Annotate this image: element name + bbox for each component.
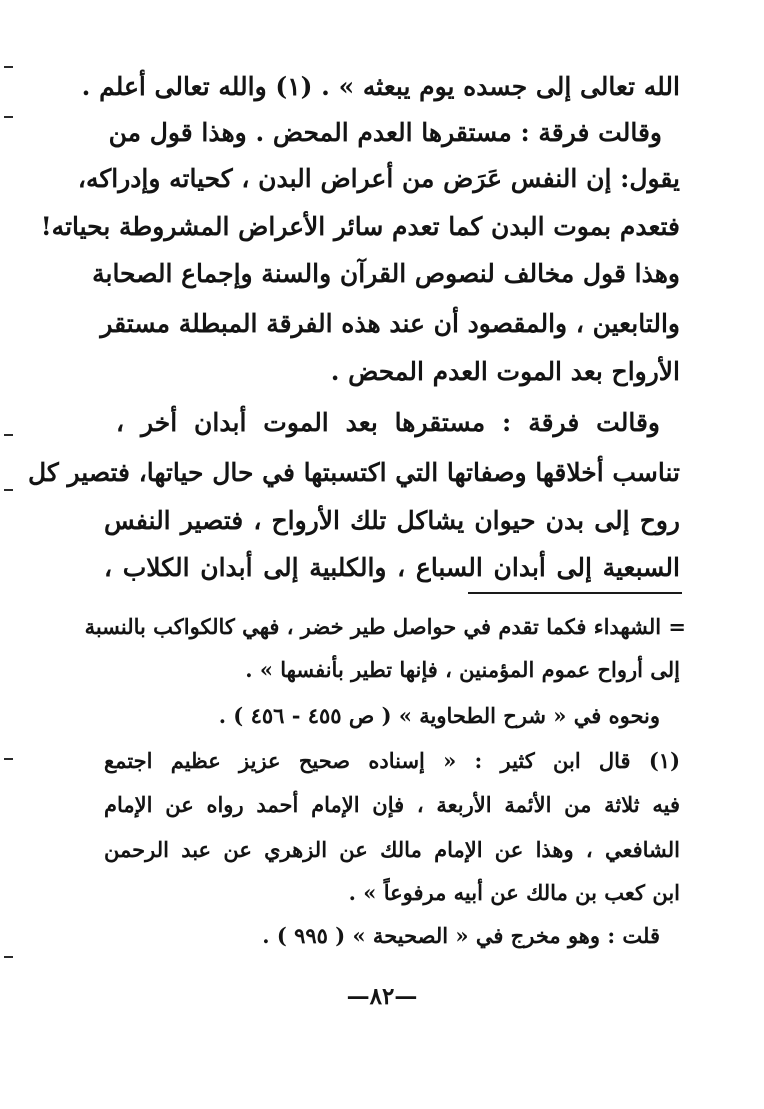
margin-tick	[4, 489, 13, 491]
main-text-line-2: وقالت فرقة : مستقرها العدم المحض . وهذا قول من	[108, 118, 662, 147]
footnote-line-1: = الشهداء فكما تقدم في حواصل طير خضر ، فهي كالكواكب بالنسبة	[84, 614, 686, 639]
main-text-line-1: الله تعالى إلى جسده يوم يبعثه » . (١) والله تعالى أعلم .	[81, 72, 680, 101]
main-text-line-5: وهذا قول مخالف لنصوص القرآن والسنة وإجماع الصحابة	[92, 259, 680, 288]
main-text-line-4: فتعدم بموت البدن كما تعدم سائر الأعراض المشروطة بحياته!	[40, 212, 680, 241]
margin-tick	[4, 434, 13, 436]
margin-tick	[4, 956, 13, 958]
footnote-line-5: فيه ثلاثة من الأئمة الأربعة ، فإن الإمام أحمد رواه عن الإمام	[104, 792, 680, 817]
margin-tick	[4, 758, 13, 760]
main-text-line-10: روح إلى بدن حيوان يشاكل تلك الأرواح ، فتصير النفس	[104, 506, 680, 535]
footnote-line-2: إلى أرواح عموم المؤمنين ، فإنها تطير بأنفسها » .	[245, 657, 680, 682]
main-text-line-9: تناسب أخلاقها وصفاتها التي اكتسبتها في حال حياتها، فتصير كل	[27, 458, 680, 487]
footnote-line-8: قلت : وهو مخرج في « الصحيحة » ( ٩٩٥ ) .	[262, 923, 660, 948]
margin-tick	[4, 66, 13, 68]
page-number: —٨٢—	[346, 983, 418, 1010]
main-text-line-7: الأرواح بعد الموت العدم المحض .	[330, 357, 680, 386]
footnote-line-4: (١) قال ابن كثير : « إسناده صحيح عزيز عظيم اجتمع	[104, 748, 680, 773]
footnote-line-3: ونحوه في « شرح الطحاوية » ( ص ٤٥٥ - ٤٥٦ ) .	[218, 703, 660, 728]
footnote-line-6: الشافعي ، وهذا عن الإمام مالك عن الزهري عن عبد الرحمن	[104, 837, 680, 862]
footnote-separator	[468, 592, 682, 594]
main-text-line-11: السبعية إلى أبدان السباع ، والكلبية إلى أبدان الكلاب ،	[104, 553, 680, 582]
main-text-line-6: والتابعين ، والمقصود أن عند هذه الفرقة المبطلة مستقر	[100, 309, 680, 338]
main-text-line-8: وقالت فرقة : مستقرها بعد الموت أبدان أخر ،	[116, 408, 660, 437]
main-text-line-3: يقول: إن النفس عَرَض من أعراض البدن ، كحياته وإدراكه،	[77, 164, 680, 193]
margin-tick	[4, 116, 13, 118]
footnote-line-7: ابن كعب بن مالك عن أبيه مرفوعاً » .	[348, 880, 680, 905]
